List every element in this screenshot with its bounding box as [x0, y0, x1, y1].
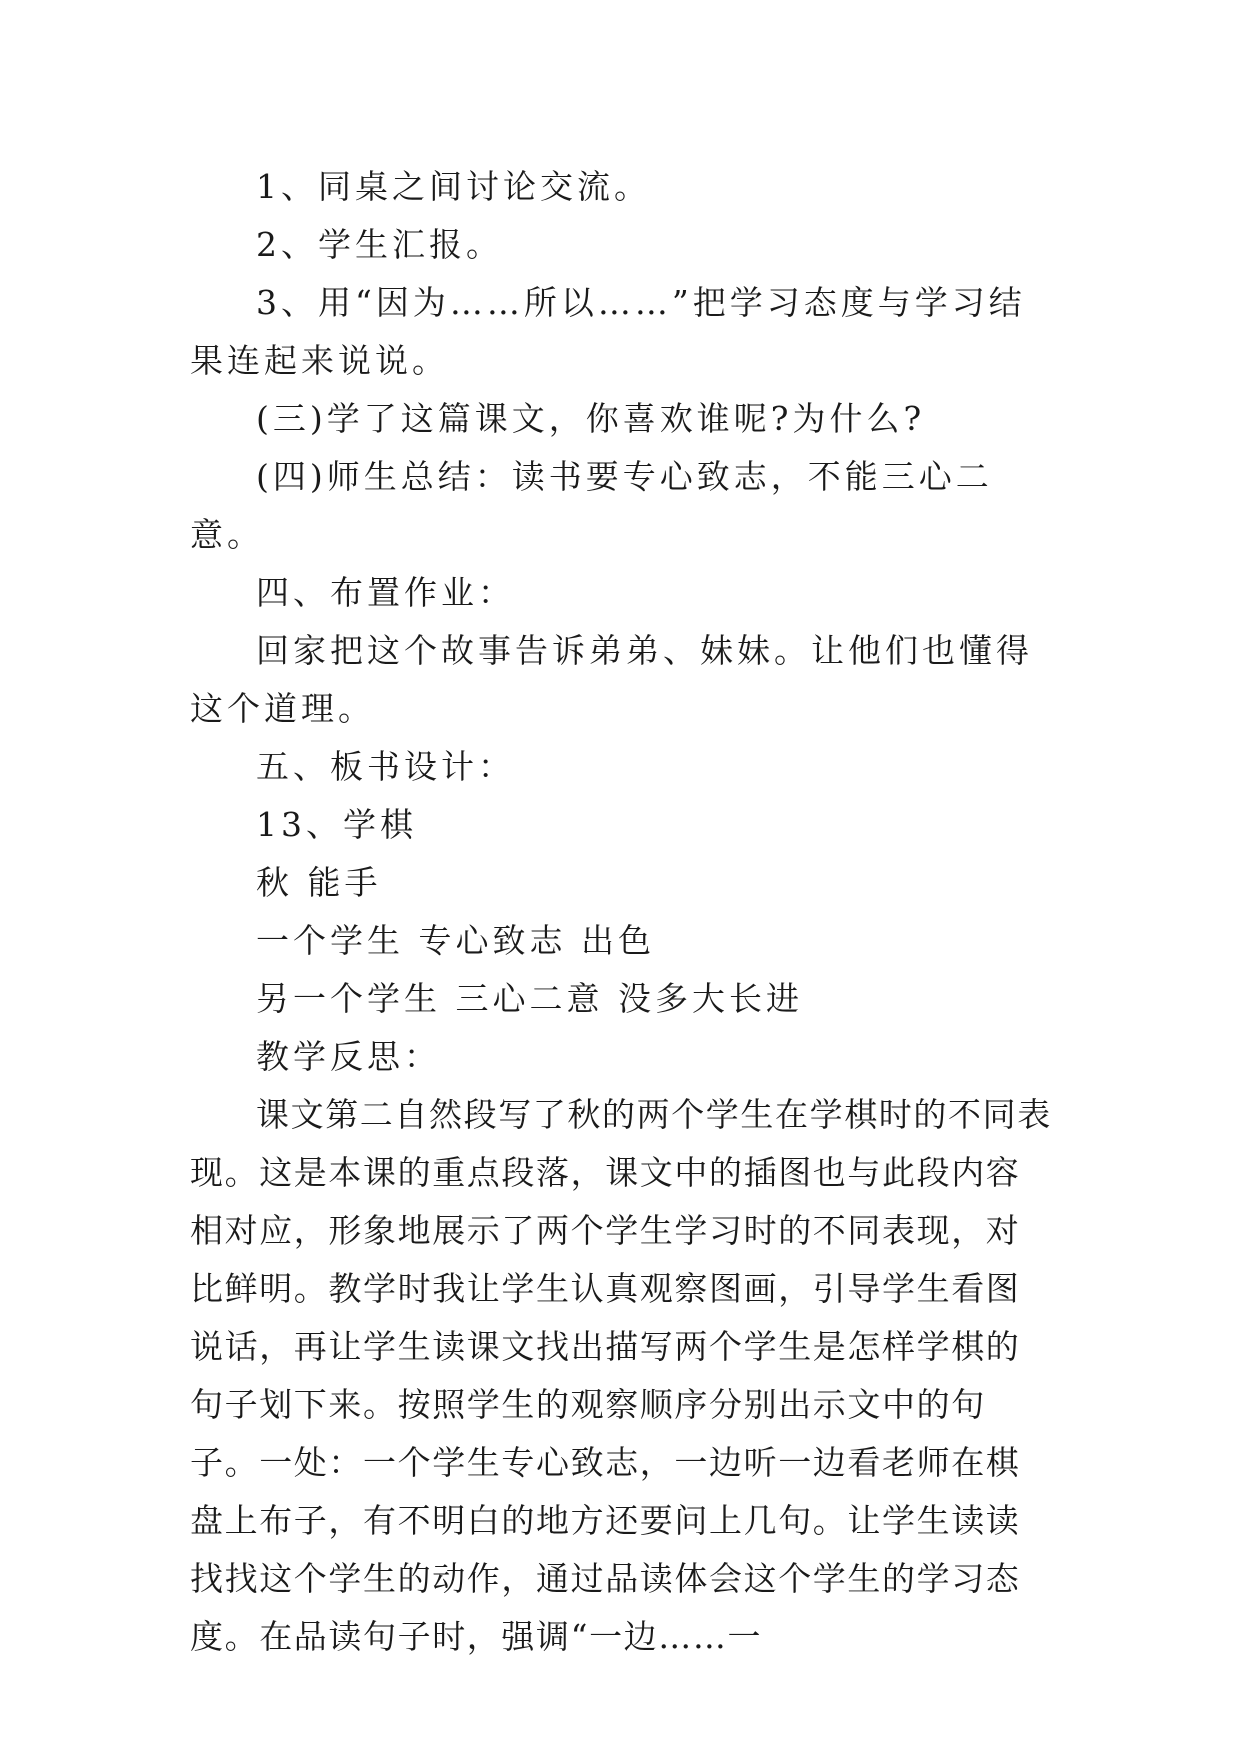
section-heading-homework: 四、布置作业：: [256, 573, 515, 612]
paragraph-homework: 回家把这个故事告诉弟弟、妹妹。让他们也懂得这个道理。: [190, 631, 1033, 728]
paragraph-5: (四)师生总结：读书要专心致志，不能三心二意。: [190, 457, 993, 554]
paragraph-4: (三)学了这篇课文，你喜欢谁呢?为什么?: [256, 399, 926, 438]
board-line-3: 另一个学生 三心二意 没多大长进: [256, 979, 803, 1018]
paragraph-1: 1、同桌之间讨论交流。: [256, 167, 651, 206]
board-title: 13、学棋: [256, 805, 417, 844]
paragraph-3: 3、用“因为……所以……”把学习态度与学习结果连起来说说。: [190, 283, 1026, 380]
paragraph-reflection: 课文第二自然段写了秋的两个学生在学棋时的不同表现。这是本课的重点段落，课文中的插图也与此段内容相对应，形象地展示了两个学生学习时的不同表现，对比鲜明。教学时我让学生认真观察图画，引导学生看图说话，再让学生读课文找出描写两个学生是怎样学棋的句子划下来。按照学生的观察顺序分别出示文中的句子。一处：一个学生专心致志，一边听一边看老师在棋盘上布子，有不明白的地方还要问上几句。让学生读读找找这个学生的动作，通过品读体会这个学生的学习态度。在品读句子时，强调“一边……一: [190, 1095, 1052, 1656]
paragraph-2: 2、学生汇报。: [256, 225, 503, 264]
section-heading-board: 五、板书设计：: [256, 747, 515, 786]
board-line-2: 一个学生 专心致志 出色: [256, 921, 655, 960]
board-line-1: 秋 能手: [256, 863, 382, 902]
section-heading-reflection: 教学反思：: [256, 1037, 441, 1076]
document-body: [190, 158, 1052, 1666]
